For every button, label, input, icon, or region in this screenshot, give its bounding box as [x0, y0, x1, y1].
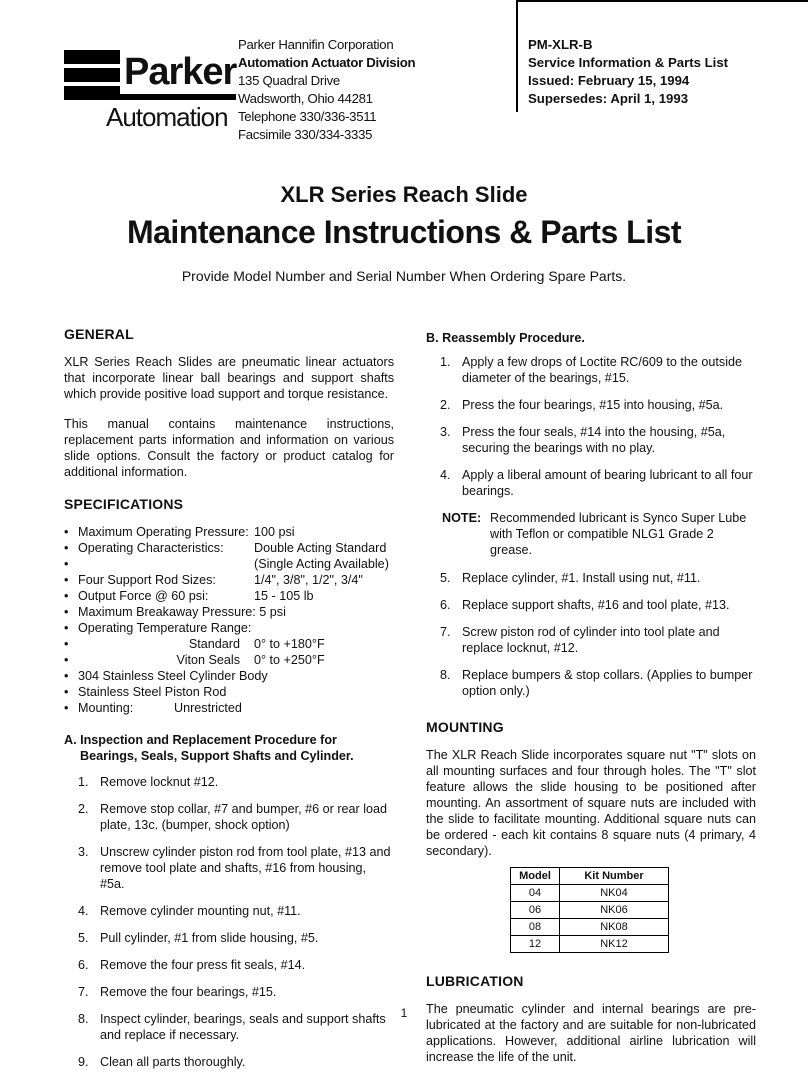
- section-b-heading: B. Reassembly Procedure.: [426, 331, 585, 345]
- list-item: 1. Apply a few drops of Loctite RC/609 to the outside diameter of the bearings, #15.: [440, 355, 743, 385]
- table-header: Kit Number: [560, 868, 669, 885]
- general-paragraph: This manual contains maintenance instructions, replacement parts information and information on various slide options. Consult the factory or product catalog for additional information.: [64, 417, 394, 479]
- spec-subitem: [64, 652, 394, 668]
- table-row: [511, 902, 669, 919]
- nut-kit-table: [510, 867, 669, 953]
- list-item: 7. Screw piston rod of cylinder into tool plate and replace locknut, #12.: [440, 625, 720, 655]
- table-header: Model: [511, 868, 560, 885]
- spec-item: [64, 604, 394, 620]
- general-heading: GENERAL: [64, 326, 134, 342]
- spec-item: [64, 524, 394, 540]
- header-divider-vertical: [516, 0, 518, 112]
- spec-subitem: [64, 636, 394, 652]
- list-item: 8. Replace bumpers & stop collars. (Applies to bumper option only.): [440, 668, 753, 698]
- spec-value: 100 psi: [254, 525, 295, 539]
- spec-item: [64, 588, 394, 604]
- specifications-heading: SPECIFICATIONS: [64, 496, 184, 512]
- spec-label: Mounting:: [78, 701, 134, 715]
- section-a-title: Inspection and Replacement Procedure for Bearings, Seals, Support Shafts and Cylinder.: [80, 733, 354, 763]
- list-item: 6. Replace support shafts, #16 and tool plate, #13.: [440, 598, 730, 612]
- list-item: 4. Remove cylinder mounting nut, #11.: [78, 904, 301, 918]
- address-line: Telephone 330/336-3511: [238, 109, 377, 124]
- parker-automation-logo: [64, 40, 236, 134]
- table-cell: NK12: [560, 936, 669, 953]
- spec-item: [64, 540, 394, 556]
- list-item: 2. Press the four bearings, #15 into housing, #5a.: [440, 398, 724, 412]
- table-row: [511, 936, 669, 953]
- spec-label: Operating Temperature Range:: [78, 621, 252, 635]
- spec-item-continued: [64, 556, 394, 572]
- lubricant-note: [426, 510, 756, 558]
- table-cell: 06: [511, 902, 560, 919]
- list-item: 1. Remove locknut #12.: [78, 775, 219, 789]
- table-cell: NK08: [560, 919, 669, 936]
- list-item: 8. Inspect cylinder, bearings, seals and support shafts and replace if necessary.: [78, 1012, 386, 1042]
- spec-sublabel: Viton Seals: [176, 653, 240, 667]
- table-row: [511, 885, 669, 902]
- list-item: 3. Unscrew cylinder piston rod from tool plate, #13 and remove tool plate and shafts, #16 from housing, #5a.: [78, 845, 391, 891]
- spec-value: 0° to +180°F: [254, 637, 325, 651]
- spec-item: [64, 620, 394, 636]
- spec-value: Double Acting Standard: [254, 541, 387, 555]
- list-item: 5. Pull cylinder, #1 from slide housing, #5.: [78, 931, 319, 945]
- spec-label: 304 Stainless Steel Cylinder Body: [78, 669, 268, 683]
- spec-item: [64, 668, 394, 684]
- spec-value: 0° to +250°F: [254, 653, 325, 667]
- table-cell: 08: [511, 919, 560, 936]
- spec-value: 5 psi: [259, 605, 286, 619]
- spec-label: Operating Characteristics:: [78, 541, 224, 555]
- spec-label: Four Support Rod Sizes:: [78, 573, 216, 587]
- lubrication-heading: LUBRICATION: [426, 973, 524, 989]
- spec-value: Unrestricted: [174, 701, 242, 715]
- table-header-row: [511, 868, 669, 885]
- mounting-heading: MOUNTING: [426, 719, 504, 735]
- section-b-steps: [426, 354, 756, 499]
- table-cell: NK04: [560, 885, 669, 902]
- mounting-paragraph: The XLR Reach Slide incorporates square nut "T" slots on all mounting surfaces and four through holes. The "T" slot feature allows the slide housing to be positioned after mounting. An assortment of square nuts are included with the slide to facilitate mounting. Additional square nuts can be ordered - each kit contains 8 square nuts (4 primary, 4 secondary).: [426, 748, 756, 858]
- company-address: [238, 36, 415, 144]
- spec-item: [64, 700, 394, 716]
- page-number: 1: [400, 1006, 408, 1020]
- list-item: 3. Press the four seals, #14 into the housing, #5a, securing the bearings with no play.: [440, 425, 726, 455]
- list-item: 7. Remove the four bearings, #15.: [78, 985, 277, 999]
- list-item: 4. Apply a liberal amount of bearing lubricant to all four bearings.: [440, 468, 753, 498]
- right-column: [426, 330, 756, 1079]
- series-title: XLR Series Reach Slide: [280, 182, 528, 207]
- doc-number: PM-XLR-B: [528, 37, 593, 52]
- address-line: 135 Quadral Drive: [238, 73, 340, 88]
- list-item: 2. Remove stop collar, #7 and bumper, #6 or rear load plate, 13c. (bumper, shock option): [78, 802, 388, 832]
- table-cell: 04: [511, 885, 560, 902]
- spec-label: Stainless Steel Piston Rod: [78, 685, 227, 699]
- left-column: [64, 326, 394, 1081]
- address-line: Facsimile 330/334-3335: [238, 127, 373, 142]
- spec-value: 1/4", 3/8", 1/2", 3/4": [254, 573, 363, 587]
- table-cell: NK06: [560, 902, 669, 919]
- address-line: Automation Actuator Division: [238, 55, 416, 70]
- table-row: [511, 919, 669, 936]
- lubrication-paragraph: The pneumatic cylinder and internal bearings are pre-lubricated at the factory and are suitable for non-lubricated applications. However, additional airline lubrication will increase the life of the unit.: [426, 1002, 756, 1064]
- doc-type: Service Information & Parts List: [528, 55, 729, 70]
- logo-sub: Automation: [106, 102, 228, 132]
- general-paragraph: XLR Series Reach Slides are pneumatic linear actuators that incorporate linear ball bearings and support shafts which provide positive load support and torque resistance.: [64, 355, 394, 401]
- spec-value: (Single Acting Available): [254, 557, 389, 571]
- table-cell: 12: [511, 936, 560, 953]
- doc-issued: Issued: February 15, 1994: [528, 73, 690, 88]
- list-item: 5. Replace cylinder, #1. Install using nut, #11.: [440, 571, 701, 585]
- note-text: Recommended lubricant is Synco Super Lube with Teflon or compatible NLG1 Grade 2 grease.: [490, 511, 747, 557]
- spec-value: 15 - 105 lb: [254, 589, 314, 603]
- list-item: 6. Remove the four press fit seals, #14.: [78, 958, 306, 972]
- spec-sublabel: Standard: [188, 637, 240, 651]
- spec-label: Maximum Operating Pressure:: [78, 525, 249, 539]
- doc-supersedes: Supersedes: April 1, 1993: [528, 91, 689, 106]
- page-title: Maintenance Instructions & Parts List: [126, 214, 682, 250]
- spec-item: [64, 684, 394, 700]
- section-a-heading: [64, 732, 394, 764]
- specifications-list: [64, 524, 394, 716]
- header-divider-horizontal: [516, 0, 808, 2]
- address-line: Wadsworth, Ohio 44281: [238, 91, 373, 106]
- note-label: NOTE:: [442, 511, 482, 525]
- logo-word: Parker: [120, 50, 240, 94]
- list-item: 9. Clean all parts thoroughly.: [78, 1055, 246, 1069]
- page-subtitle: Provide Model Number and Serial Number When Ordering Spare Parts.: [181, 268, 627, 284]
- spec-label: Output Force @ 60 psi:: [78, 589, 209, 603]
- section-a-steps: [64, 774, 394, 1070]
- address-line: Parker Hannifin Corporation: [238, 37, 394, 52]
- document-info: [528, 36, 728, 108]
- section-b-steps-continued: [426, 570, 756, 699]
- spec-item: [64, 572, 394, 588]
- spec-label: Maximum Breakaway Pressure:: [78, 605, 256, 619]
- section-a-marker: A.: [64, 733, 77, 747]
